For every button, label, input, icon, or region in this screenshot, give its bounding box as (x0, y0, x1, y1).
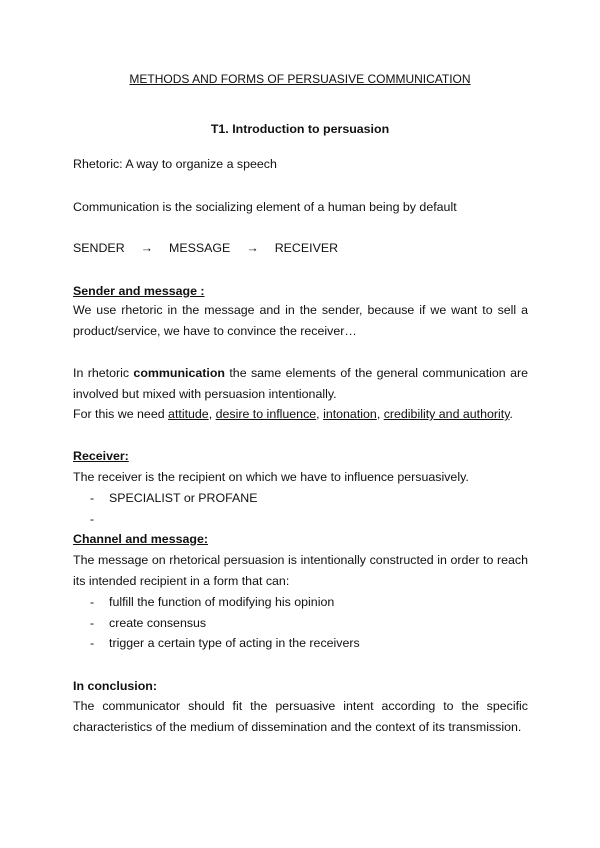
channel-bullet-3: trigger a certain type of acting in the receivers (109, 636, 360, 650)
requirement-attitude: attitude (168, 407, 209, 421)
conclusion-line-2: characteristics of the medium of dissemination and the context of its transmission. (73, 720, 522, 734)
rhetoric-communication-line-1 (73, 365, 528, 381)
channel-heading: Channel and message: (73, 532, 208, 546)
bullet-mark: - (90, 636, 95, 650)
period: . (509, 407, 513, 421)
sender-paragraph-line-2: product/service, we have to convince the receiver… (73, 324, 357, 338)
document-title: METHODS AND FORMS OF PERSUASIVE COMMUNICATION (129, 72, 471, 86)
rhetoric-communication-line-2: involved but mixed with persuasion intentionally. (73, 387, 337, 401)
flow-receiver: RECEIVER (274, 241, 339, 255)
flow-arrow-1: → (140, 241, 154, 255)
bullet-mark: - (90, 491, 95, 505)
channel-paragraph-line-1: The message on rhetorical persuasion is intentionally constructed in order to reach (73, 553, 528, 567)
rhetoric-suffix: the same elements of the general communication are (224, 366, 528, 380)
conclusion-heading: In conclusion: (73, 679, 157, 693)
receiver-paragraph: The receiver is the recipient on which we have to influence persuasively. (73, 470, 469, 484)
sender-paragraph-line-1: We use rhetoric in the message and in the sender, because if we want to sell a (73, 303, 528, 317)
rhetoric-prefix: In rhetoric (73, 366, 134, 380)
requirement-desire: desire to influence (215, 407, 317, 421)
flow-arrow-2: → (246, 241, 259, 255)
channel-bullet-2: create consensus (109, 616, 207, 630)
conclusion-line-1: The communicator should fit the persuasive intent according to the specific (73, 699, 528, 713)
communication-bold: communication (133, 366, 225, 380)
section-title: T1. Introduction to persuasion (210, 122, 390, 136)
separator: , (208, 407, 216, 421)
separator: , (376, 407, 384, 421)
requirements-line (73, 406, 528, 422)
bullet-mark: - (90, 616, 95, 630)
flow-message: MESSAGE (169, 241, 231, 255)
communication-definition: Communication is the socializing element of a human being by default (73, 200, 457, 214)
flow-sender: SENDER (73, 241, 125, 255)
receiver-heading: Receiver: (73, 449, 129, 463)
bullet-mark: - (90, 595, 95, 609)
requirements-prefix: For this we need (73, 407, 169, 421)
separator: , (316, 407, 324, 421)
communication-flow (73, 240, 528, 256)
channel-paragraph-line-2: its intended recipient in a form that can: (73, 574, 290, 588)
rhetoric-definition: Rhetoric: A way to organize a speech (73, 157, 277, 171)
requirement-credibility: credibility and authority (383, 407, 510, 421)
sender-heading: Sender and message : (73, 284, 205, 298)
requirement-intonation: intonation (323, 407, 377, 421)
receiver-bullet-1: SPECIALIST or PROFANE (109, 491, 258, 505)
channel-bullet-1: fulfill the function of modifying his opinion (109, 595, 335, 609)
bullet-mark: - (90, 512, 95, 526)
